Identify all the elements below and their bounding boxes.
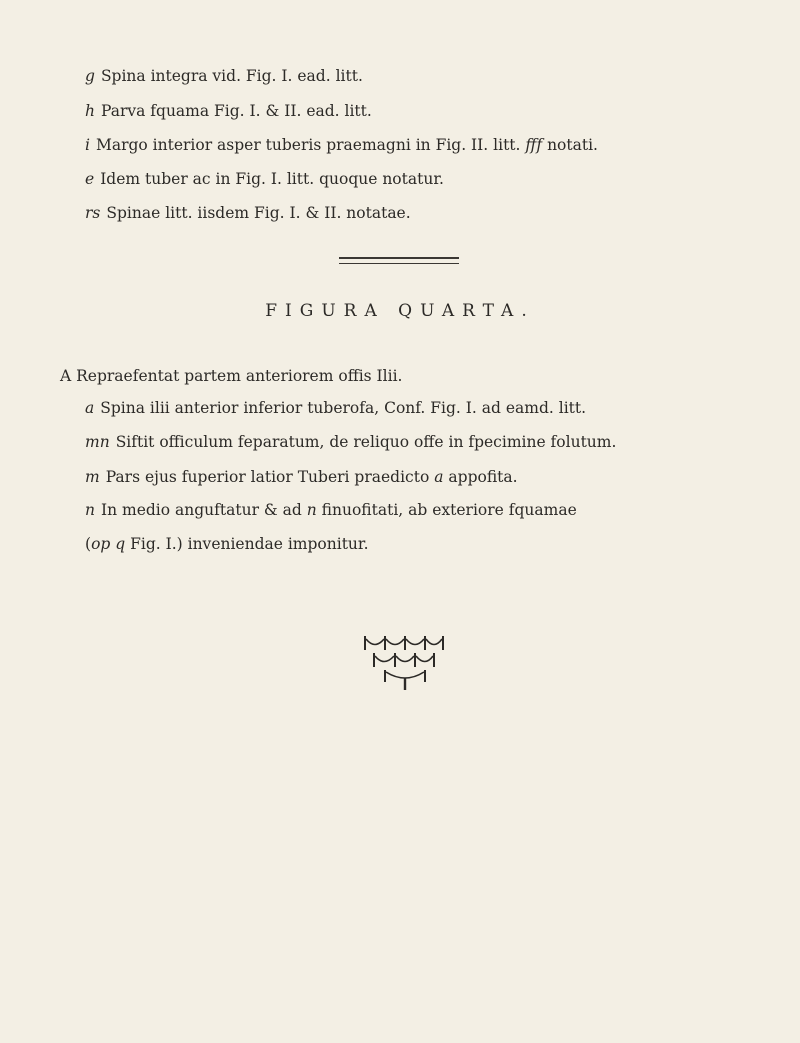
intro-line: A Repraefentat partem anteriorem offis Ilii. — [60, 367, 403, 385]
list-item-continuation — [85, 534, 369, 554]
item-text: ( — [85, 535, 92, 553]
item-key: m — [85, 468, 100, 486]
item-after: finuofitati, ab exteriore fquamae — [321, 501, 577, 519]
item-text: Idem tuber ac in Fig. I. litt. quoque notatur. — [100, 170, 444, 188]
list-item-e — [85, 169, 444, 189]
list-item-h — [85, 101, 372, 121]
list-item-g — [85, 66, 363, 86]
divider-rule — [339, 263, 459, 264]
item-key: n — [85, 501, 95, 519]
section-heading: FIGURA QUARTA. — [265, 301, 535, 321]
item-key: g — [85, 67, 95, 85]
list-item-m — [85, 467, 518, 487]
item-text: In medio anguftatur & ad — [100, 501, 302, 519]
divider-rule — [339, 257, 459, 259]
item-after: Fig. I.) inveniendae imponitur. — [130, 535, 369, 553]
item-text: Spina ilii anterior inferior tuberofa, Conf. Fig. I. ad eamd. litt. — [100, 399, 587, 417]
item-key: i — [85, 136, 90, 154]
list-item-mn — [85, 432, 616, 452]
item-italic: n — [306, 501, 317, 519]
item-text: Margo interior asper tuberis praemagni in Fig. II. litt. — [95, 136, 521, 154]
item-text: Siftit officulum feparatum, de reliquo offe in fpecimine folutum. — [115, 433, 617, 451]
item-key: h — [85, 102, 95, 120]
list-item-rs — [85, 203, 411, 223]
item-key: e — [85, 170, 95, 188]
item-text: Parva fquama Fig. I. & II. ead. litt. — [100, 102, 372, 120]
item-italic: fff — [525, 136, 543, 154]
item-text: Spina integra vid. Fig. I. ead. litt. — [100, 67, 363, 85]
item-italic: op q — [91, 535, 126, 553]
item-key: mn — [85, 433, 110, 451]
list-item-a — [85, 398, 586, 418]
item-text: Spinae litt. iisdem Fig. I. & II. notatae. — [106, 204, 411, 222]
item-after: appofita. — [448, 468, 518, 486]
item-key: rs — [85, 204, 101, 222]
list-item-n — [85, 500, 577, 520]
item-after: notati. — [547, 136, 598, 154]
item-italic: a — [434, 468, 444, 486]
item-key: a — [85, 399, 95, 417]
tailpiece-ornament-icon — [363, 634, 445, 690]
item-text: Pars ejus fuperior latior Tuberi praedicto — [105, 468, 430, 486]
list-item-i — [85, 135, 598, 155]
